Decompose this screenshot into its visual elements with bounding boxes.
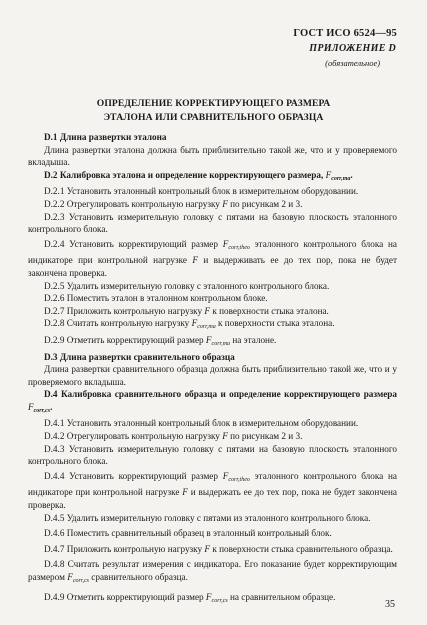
heading-text: D.4 Калибровка сравнительного образца и определение корректирующего размера — [44, 389, 397, 400]
symbol: F — [204, 305, 211, 316]
title-line-1: ОПРЕДЕЛЕНИЕ КОРРЕКТИРУЮЩЕГО РАЗМЕРА — [96, 98, 331, 109]
paragraph-d2-8 — [28, 317, 397, 334]
appendix-label — [309, 42, 396, 70]
para-text: сравнительного образца. — [88, 572, 188, 582]
heading-text: . — [350, 169, 353, 180]
para-text: D.2.9 Отметить корректирующий размер — [44, 334, 206, 345]
para-text: D.4.2 Отрегулировать контрольную нагрузку — [44, 431, 223, 442]
paragraph-d2-2 — [28, 198, 397, 211]
symbol: F — [222, 470, 229, 481]
paragraph-d4-8 — [28, 558, 397, 587]
para-text: D.4.7 Приложить контрольную нагрузку — [44, 543, 205, 554]
para-text: по рисункам 2 и 3. — [227, 198, 303, 209]
paragraph-d4-5: D.4.5 Удалить измерительную головку с пятами из эталонного контрольного блока. — [44, 512, 371, 523]
paragraph-d2-5: D.2.5 Удалить измерительную головку с эталонного контрольного блока. — [44, 280, 330, 291]
para-text: и выдержать ее до тех пор, пока не будет закончена проверка. — [28, 487, 397, 511]
para-text: D.2.4 Установить корректирующий размер — [44, 238, 223, 249]
para-text: эталонного контрольного блока на индикаторе при контрольной нагрузке — [28, 238, 397, 266]
para-text: D.4.9 Отметить корректирующий размер — [44, 591, 206, 602]
page-number: 35 — [385, 599, 395, 610]
symbol-subscript: corr,ma — [331, 175, 351, 182]
symbol-subscript: corr,ma — [197, 324, 216, 331]
title-line-2: ЭТАЛОНА ИЛИ СРАВНИТЕЛЬНОГО ОБРАЗЦА — [103, 111, 324, 123]
symbol-subscript: corr,cs — [211, 597, 228, 604]
paragraph-d4-2 — [28, 430, 397, 443]
para-text: к поверхности стыка эталона. — [210, 305, 329, 316]
symbol: F — [182, 487, 188, 498]
section-heading-d1: D.1 Длина развертки эталона — [44, 132, 167, 142]
para-text: D.4.8 Считать результат измерения с индикатора. Его показание будет корректирующим размером — [28, 559, 397, 582]
symbol: F — [205, 591, 212, 602]
appendix-status: (обязательное) — [325, 58, 381, 68]
paragraph-d2-4 — [28, 238, 397, 280]
para-text: на эталоне. — [230, 334, 277, 345]
section-heading-d4 — [28, 388, 397, 417]
para-text: к поверхности стыка эталона. — [215, 318, 335, 329]
symbol: F — [192, 255, 198, 266]
document-body — [28, 131, 397, 607]
paragraph-d1: Длина развертки эталона должна быть приблизительно такой же, что и у проверяемого вкладыша. — [28, 144, 397, 168]
symbol: F — [222, 238, 229, 249]
paragraph-d2-1: D.2.1 Установить эталонный контрольный блок в измерительном оборудовании. — [44, 186, 359, 197]
symbol: F — [67, 572, 73, 582]
para-text: по рисункам 2 и 3. — [227, 431, 303, 442]
para-text: D.2.7 Приложить контрольную нагрузку — [44, 305, 205, 316]
symbol: F — [204, 543, 211, 554]
para-text: на сравнительном образце. — [227, 591, 336, 602]
paragraph-d4-1: D.4.1 Установить эталонный контрольный блок в измерительном оборудовании. — [44, 418, 359, 429]
symbol: F — [28, 401, 34, 412]
symbol: F — [325, 169, 332, 180]
paragraph-d2-9 — [28, 334, 397, 351]
symbol: F — [222, 431, 228, 442]
symbol: F — [205, 334, 212, 345]
para-text: D.2.2 Отрегулировать контрольную нагрузку — [44, 198, 223, 209]
symbol-subscript: corr,cs — [33, 407, 51, 414]
heading-text: D.2 Калибровка эталона и определение корректирующего размера, — [44, 169, 326, 180]
para-text: к поверхности стыка сравнительного образца. — [210, 543, 393, 554]
paragraph-d4-4 — [28, 470, 397, 512]
paragraph-d2-7 — [28, 305, 397, 318]
para-text: D.2.8 Считать контрольную нагрузку — [44, 318, 192, 329]
paragraph-d4-6: D.4.6 Поместить сравнительный образец в эталонный контрольный блок. — [44, 528, 332, 539]
section-heading-d2 — [28, 169, 397, 186]
para-text: эталонного контрольного блока на индикаторе при контрольной нагрузке — [28, 470, 397, 498]
paragraph-d4-9 — [28, 591, 397, 608]
heading-text: . — [50, 401, 53, 412]
section-heading-d3: D.3 Длина развертки сравнительного образца — [44, 351, 235, 362]
page-title — [40, 97, 387, 124]
appendix-title: ПРИЛОЖЕНИЕ D — [309, 43, 396, 54]
standard-designation: ГОСТ ИСО 6524—95 — [293, 28, 397, 39]
symbol-subscript: corr,ma — [211, 340, 231, 347]
symbol: F — [222, 198, 228, 209]
paragraph-d2-6: D.2.6 Поместить эталон в эталонном контрольном блоке. — [44, 293, 268, 304]
para-text: и выдерживать ее до тех пор, пока не будет закончена проверка. — [28, 255, 397, 278]
symbol: F — [191, 318, 198, 329]
symbol-subscript: corr,theo — [228, 244, 250, 251]
para-text: D.4.4 Установить корректирующий размер — [44, 470, 223, 481]
paragraph-d4-3: D.4.3 Установить измерительную головку с пятами на базовую плоскость эталонного контрольного блока. — [28, 443, 397, 467]
symbol-subscript: corr,cs — [72, 578, 89, 584]
paragraph-d3: Длина развертки сравнительного образца должна быть приблизительно такой же, что и у проверяемого вкладыша. — [28, 364, 397, 387]
paragraph-d2-3: D.2.3 Установить измерительную головку с пятами на базовую плоскость эталонного контрольного блока. — [28, 211, 397, 235]
paragraph-d4-7 — [28, 543, 397, 556]
symbol-subscript: corr,theo — [228, 476, 250, 483]
